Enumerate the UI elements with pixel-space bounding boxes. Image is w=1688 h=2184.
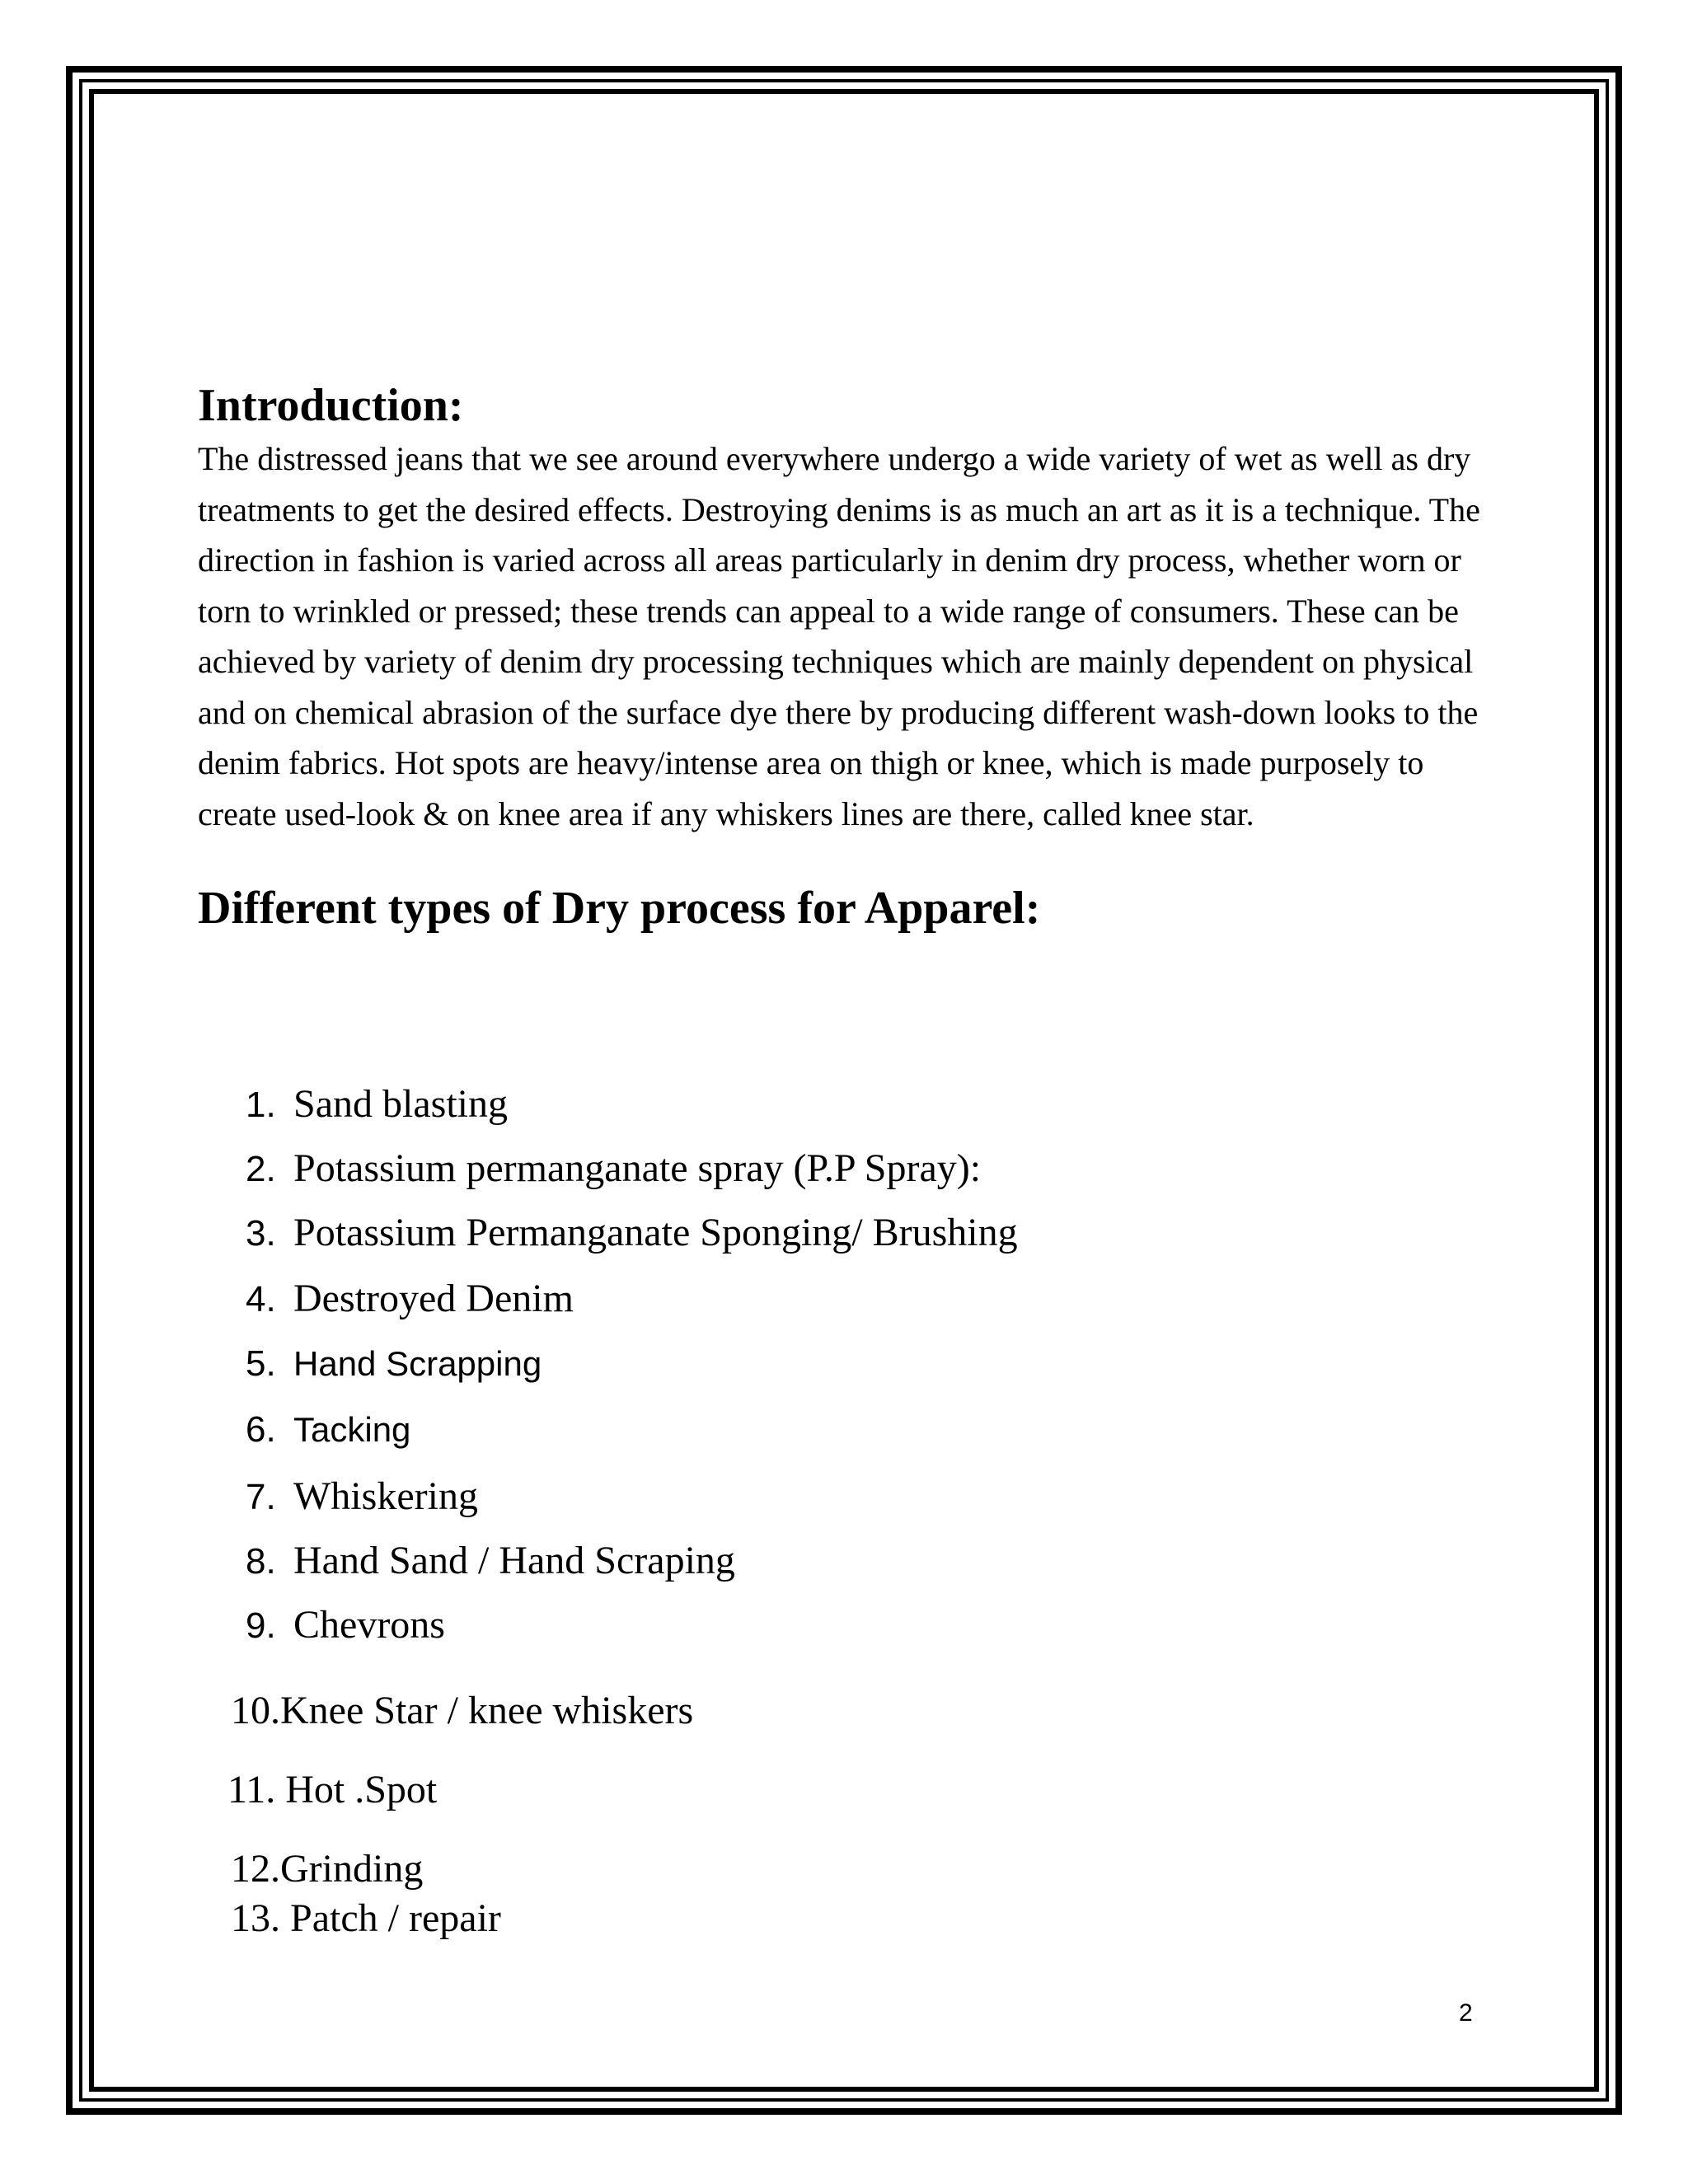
list-item <box>246 1601 445 1651</box>
list-item-label: Hand Sand / Hand Scraping <box>293 1539 735 1582</box>
introduction-heading: Introduction: <box>198 380 464 431</box>
list-item <box>231 1844 423 1894</box>
list-item-label: Tacking <box>293 1410 411 1449</box>
list-item-number: 7. <box>246 1477 276 1517</box>
list-item <box>231 1894 501 1943</box>
list-item <box>246 1274 574 1324</box>
list-item-label: Chevrons <box>293 1603 445 1647</box>
list-item-number: 1. <box>246 1085 276 1125</box>
list-item-number: 10. <box>231 1689 280 1732</box>
list-item <box>246 1080 508 1130</box>
list-item-number: 9. <box>246 1605 276 1646</box>
list-item-label: Potassium Permanganate Sponging/ Brushing <box>293 1211 1018 1254</box>
list-item <box>227 1765 437 1815</box>
list-item-number: 3. <box>246 1213 276 1254</box>
list-item-label: Destroyed Denim <box>293 1277 574 1320</box>
list-item-label: Sand blasting <box>293 1082 508 1126</box>
page-number: 2 <box>1459 1999 1473 2027</box>
list-item <box>246 1338 542 1389</box>
list-item <box>246 1404 410 1455</box>
dry-process-types-heading: Different types of Dry process for Apparel: <box>198 883 1041 934</box>
list-item-label: Potassium permanganate spray (P.P Spray): <box>293 1146 982 1190</box>
list-item-number: 5. <box>246 1343 276 1384</box>
list-item <box>246 1208 1018 1258</box>
list-item-label: Hand Scrapping <box>293 1344 542 1383</box>
list-item <box>246 1472 478 1522</box>
introduction-paragraph: The distressed jeans that we see around everywhere undergo a wide variety of wet as well as dry treatments to get the desired effects. Destroying denims is as much an art as it is a technique. The direction in fashion is varied across all areas particularly in denim dry process, whether worn or torn to wrinkled or pressed; these trends can appeal to a wide range of consumers. These can be achieved by variety of denim dry processing techniques which are mainly dependent on physical and on chemical abrasion of the surface dye there by producing different wash-down looks to the denim fabrics. Hot spots are heavy/intense area on thigh or knee, which is made purposely to create used-look & on knee area if any whiskers lines are there, called knee star. <box>198 440 1480 832</box>
list-item-number: 12. <box>231 1847 280 1891</box>
list-item-number: 8. <box>246 1541 276 1582</box>
list-item-label: Knee Star / knee whiskers <box>280 1689 694 1732</box>
list-item-number: 11. <box>227 1768 276 1811</box>
page-content <box>198 379 1484 935</box>
list-item-label: Patch / repair <box>290 1896 501 1940</box>
list-item <box>246 1536 735 1586</box>
list-item-number: 6. <box>246 1409 276 1450</box>
list-item <box>246 1144 981 1194</box>
list-item-label: Grinding <box>280 1847 424 1891</box>
list-item-number: 13. <box>231 1896 280 1940</box>
list-item-number: 4. <box>246 1279 276 1319</box>
list-item-label: Hot .Spot <box>285 1768 438 1811</box>
list-item-label: Whiskering <box>293 1474 478 1518</box>
list-item <box>231 1686 693 1736</box>
list-item-number: 2. <box>246 1149 276 1189</box>
